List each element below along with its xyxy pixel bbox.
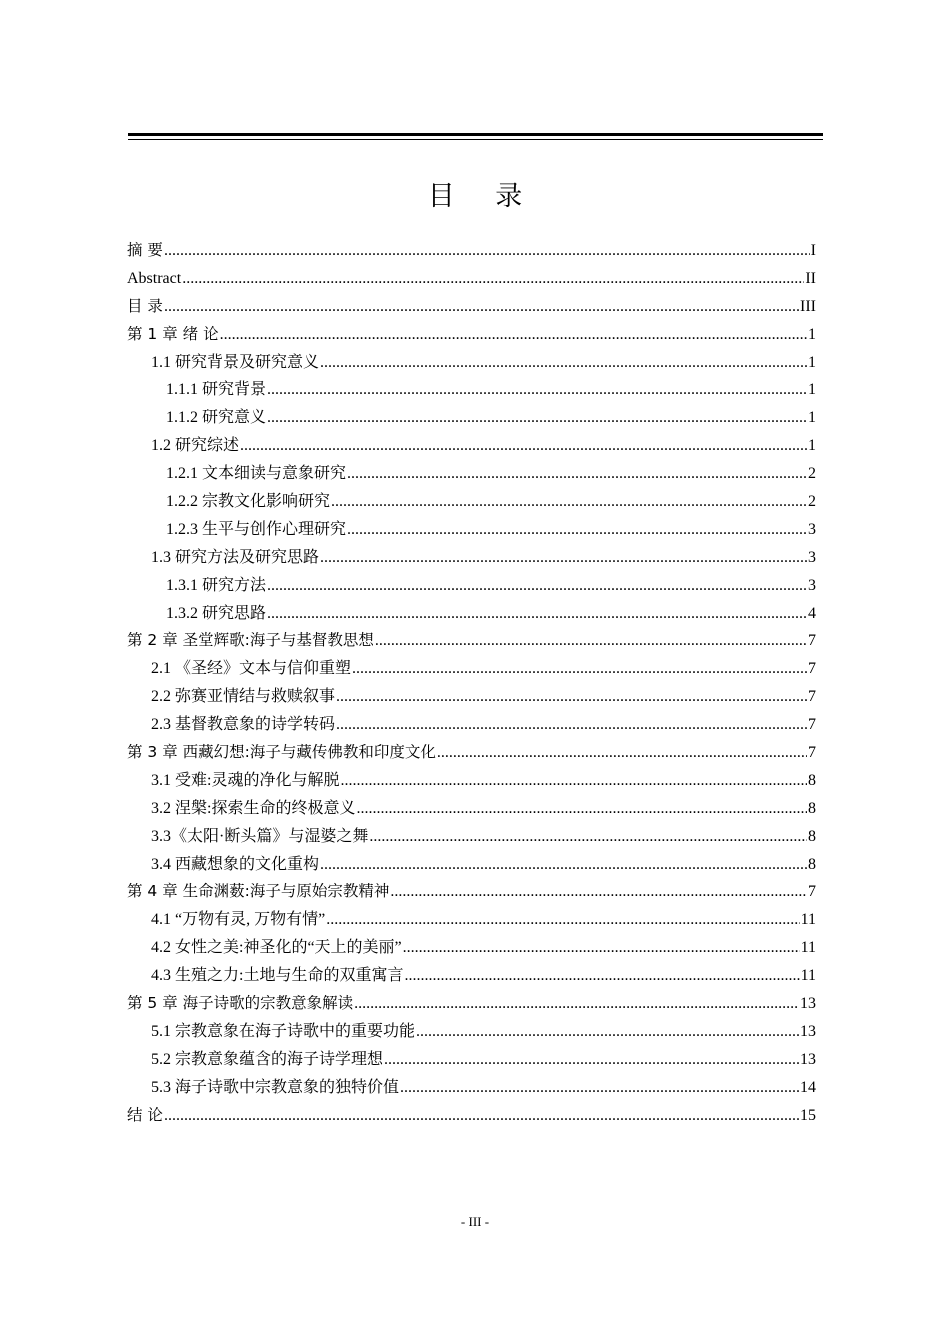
toc-entry-label: 第 3 章 西藏幻想:海子与藏传佛教和印度文化	[127, 743, 436, 762]
toc-entry-page-number: 2	[808, 493, 816, 511]
toc-entry-page-number: 11	[800, 939, 816, 957]
toc-entry-label: 3.2 涅槃:探索生命的终极意义	[151, 799, 356, 817]
toc-entry[interactable]	[127, 795, 816, 823]
toc-entry-page-number: 7	[808, 716, 816, 734]
toc-dot-leader	[403, 934, 800, 962]
toc-entry-page-number: 4	[808, 604, 816, 622]
toc-dot-leader	[320, 851, 807, 879]
toc-entry[interactable]	[127, 990, 816, 1018]
toc-entry-page-number: 11	[800, 967, 816, 985]
toc-dot-leader	[416, 1018, 799, 1046]
toc-entry[interactable]	[127, 349, 816, 377]
toc-dot-leader	[352, 655, 807, 683]
toc-entry-page-number: 1	[808, 325, 816, 343]
toc-dot-leader	[240, 432, 807, 460]
toc-entry[interactable]	[127, 711, 816, 739]
toc-entry[interactable]	[127, 265, 816, 293]
toc-entry-label: 2.3 基督教意象的诗学转码	[151, 716, 336, 734]
toc-dot-leader	[267, 376, 807, 404]
toc-entry-page-number: 3	[808, 576, 816, 594]
toc-entry[interactable]	[127, 376, 816, 404]
toc-entry-label: 4.2 女性之美:神圣化的“天上的美丽”	[151, 939, 402, 957]
toc-entry-label: 2.1 《圣经》文本与信仰重塑	[151, 660, 352, 678]
toc-entry-page-number: 1	[808, 437, 816, 455]
toc-entry[interactable]	[127, 962, 816, 990]
toc-entry-page-number: 15	[800, 1106, 816, 1124]
toc-entry[interactable]	[127, 516, 816, 544]
toc-entry[interactable]	[127, 293, 816, 321]
toc-entry[interactable]	[127, 321, 816, 349]
toc-dot-leader	[336, 683, 807, 711]
toc-entry-page-number: I	[810, 242, 816, 259]
toc-entry[interactable]	[127, 767, 816, 795]
toc-entry[interactable]	[127, 934, 816, 962]
toc-entry-label: 4.1 “万物有灵, 万物有情”	[151, 911, 326, 929]
toc-entry[interactable]	[127, 1074, 816, 1102]
toc-dot-leader	[220, 321, 807, 349]
toc-entry-page-number: 8	[808, 827, 816, 845]
toc-dot-leader	[182, 265, 804, 293]
toc-entry-page-number: 8	[808, 799, 816, 817]
toc-entry-label: Abstract	[127, 269, 182, 287]
toc-dot-leader	[267, 572, 807, 600]
toc-dot-leader	[404, 962, 799, 990]
toc-entry-label: 1.1.1 研究背景	[166, 381, 267, 399]
toc-entry-page-number: 13	[800, 1022, 816, 1040]
toc-entry-page-number: 11	[800, 911, 816, 929]
toc-entry-label: 1.1 研究背景及研究意义	[151, 353, 320, 371]
toc-dot-leader	[347, 460, 807, 488]
toc-entry-page-number: 7	[808, 632, 816, 650]
toc-entry-label: 1.3.1 研究方法	[166, 576, 267, 594]
toc-entry[interactable]	[127, 739, 816, 767]
toc-entry-page-number: 7	[808, 883, 816, 901]
toc-entry[interactable]	[127, 655, 816, 683]
toc-dot-leader	[390, 878, 807, 906]
toc-entry-page-number: 2	[808, 465, 816, 483]
toc-dot-leader	[320, 349, 807, 377]
toc-entry[interactable]	[127, 627, 816, 655]
toc-entry[interactable]	[127, 460, 816, 488]
toc-entry-label: 目 录	[127, 296, 163, 315]
toc-entry[interactable]	[127, 683, 816, 711]
toc-entry-page-number: 1	[808, 381, 816, 399]
toc-entry[interactable]	[127, 823, 816, 851]
toc-dot-leader	[400, 1074, 799, 1102]
toc-entry-page-number: 1	[808, 409, 816, 427]
toc-entry-label: 第 5 章 海子诗歌的宗教意象解读	[127, 994, 354, 1013]
toc-entry[interactable]	[127, 544, 816, 572]
toc-dot-leader	[267, 600, 807, 628]
toc-entry-label: 第 2 章 圣堂辉歌:海子与基督教思想	[127, 631, 374, 650]
toc-entry-label: 2.2 弥赛亚情结与救赎叙事	[151, 688, 336, 706]
toc-entry-page-number: 7	[808, 688, 816, 706]
page-number-footer: - III -	[460, 1214, 490, 1229]
toc-dot-leader	[326, 906, 799, 934]
header-rule-thick	[128, 133, 823, 136]
toc-entry-label: 1.2.1 文本细读与意象研究	[166, 465, 347, 483]
toc-entry-label: 结 论	[127, 1105, 163, 1124]
toc-entry[interactable]	[127, 237, 816, 265]
toc-entry-label: 1.1.2 研究意义	[166, 409, 267, 427]
table-of-contents	[127, 237, 816, 1130]
toc-dot-leader	[267, 404, 807, 432]
toc-dot-leader	[331, 488, 807, 516]
toc-entry-label: 3.4 西藏想象的文化重构	[151, 855, 320, 873]
toc-entry-page-number: II	[805, 269, 816, 287]
toc-dot-leader	[437, 739, 807, 767]
toc-entry[interactable]	[127, 878, 816, 906]
toc-entry-page-number: III	[800, 297, 816, 315]
toc-entry[interactable]	[127, 1018, 816, 1046]
page-title: 目 录	[427, 181, 539, 212]
toc-dot-leader	[340, 767, 807, 795]
toc-entry-label: 1.3.2 研究思路	[166, 604, 267, 622]
toc-entry-label: 3.1 受难:灵魂的净化与解脱	[151, 771, 340, 789]
toc-entry-page-number: 1	[808, 353, 816, 371]
toc-entry[interactable]	[127, 432, 816, 460]
toc-entry-page-number: 13	[800, 995, 816, 1013]
toc-entry[interactable]	[127, 1102, 816, 1130]
toc-dot-leader	[336, 711, 807, 739]
toc-dot-leader	[375, 627, 807, 655]
toc-dot-leader	[384, 1046, 799, 1074]
toc-entry-label: 1.2.3 生平与创作心理研究	[166, 520, 347, 538]
toc-entry-page-number: 3	[808, 520, 816, 538]
toc-entry-label: 第 4 章 生命渊薮:海子与原始宗教精神	[127, 882, 390, 901]
toc-entry-page-number: 8	[808, 855, 816, 873]
toc-dot-leader	[164, 293, 799, 321]
toc-dot-leader	[347, 516, 807, 544]
toc-entry[interactable]	[127, 851, 816, 879]
toc-entry-page-number: 7	[808, 660, 816, 678]
toc-entry-page-number: 14	[800, 1078, 816, 1096]
toc-entry-label: 5.1 宗教意象在海子诗歌中的重要功能	[151, 1022, 416, 1040]
toc-entry-label: 5.3 海子诗歌中宗教意象的独特价值	[151, 1078, 400, 1096]
toc-entry-label: 摘 要	[127, 241, 163, 259]
toc-entry-label: 5.2 宗教意象蕴含的海子诗学理想	[151, 1050, 384, 1068]
toc-dot-leader	[354, 990, 799, 1018]
toc-entry[interactable]	[127, 404, 816, 432]
toc-dot-leader	[320, 544, 807, 572]
toc-dot-leader	[164, 1102, 799, 1130]
toc-entry-page-number: 8	[808, 771, 816, 789]
toc-entry-label: 1.2.2 宗教文化影响研究	[166, 493, 331, 511]
toc-entry[interactable]	[127, 600, 816, 628]
toc-entry-label: 1.3 研究方法及研究思路	[151, 548, 320, 566]
toc-entry-label: 4.3 生殖之力:土地与生命的双重寓言	[151, 967, 404, 985]
toc-entry-label: 1.2 研究综述	[151, 437, 240, 455]
toc-dot-leader	[369, 823, 807, 851]
toc-entry[interactable]	[127, 572, 816, 600]
toc-entry-page-number: 3	[808, 548, 816, 566]
toc-entry-page-number: 13	[800, 1050, 816, 1068]
toc-entry-label: 3.3《太阳·断头篇》与湿婆之舞	[151, 827, 369, 845]
toc-entry[interactable]	[127, 906, 816, 934]
toc-entry-page-number: 7	[808, 744, 816, 762]
header-rule-thin	[128, 139, 823, 140]
toc-entry-label: 第 1 章 绪 论	[127, 324, 219, 343]
toc-dot-leader	[356, 795, 807, 823]
toc-entry[interactable]	[127, 1046, 816, 1074]
toc-entry[interactable]	[127, 488, 816, 516]
toc-dot-leader	[164, 237, 810, 265]
